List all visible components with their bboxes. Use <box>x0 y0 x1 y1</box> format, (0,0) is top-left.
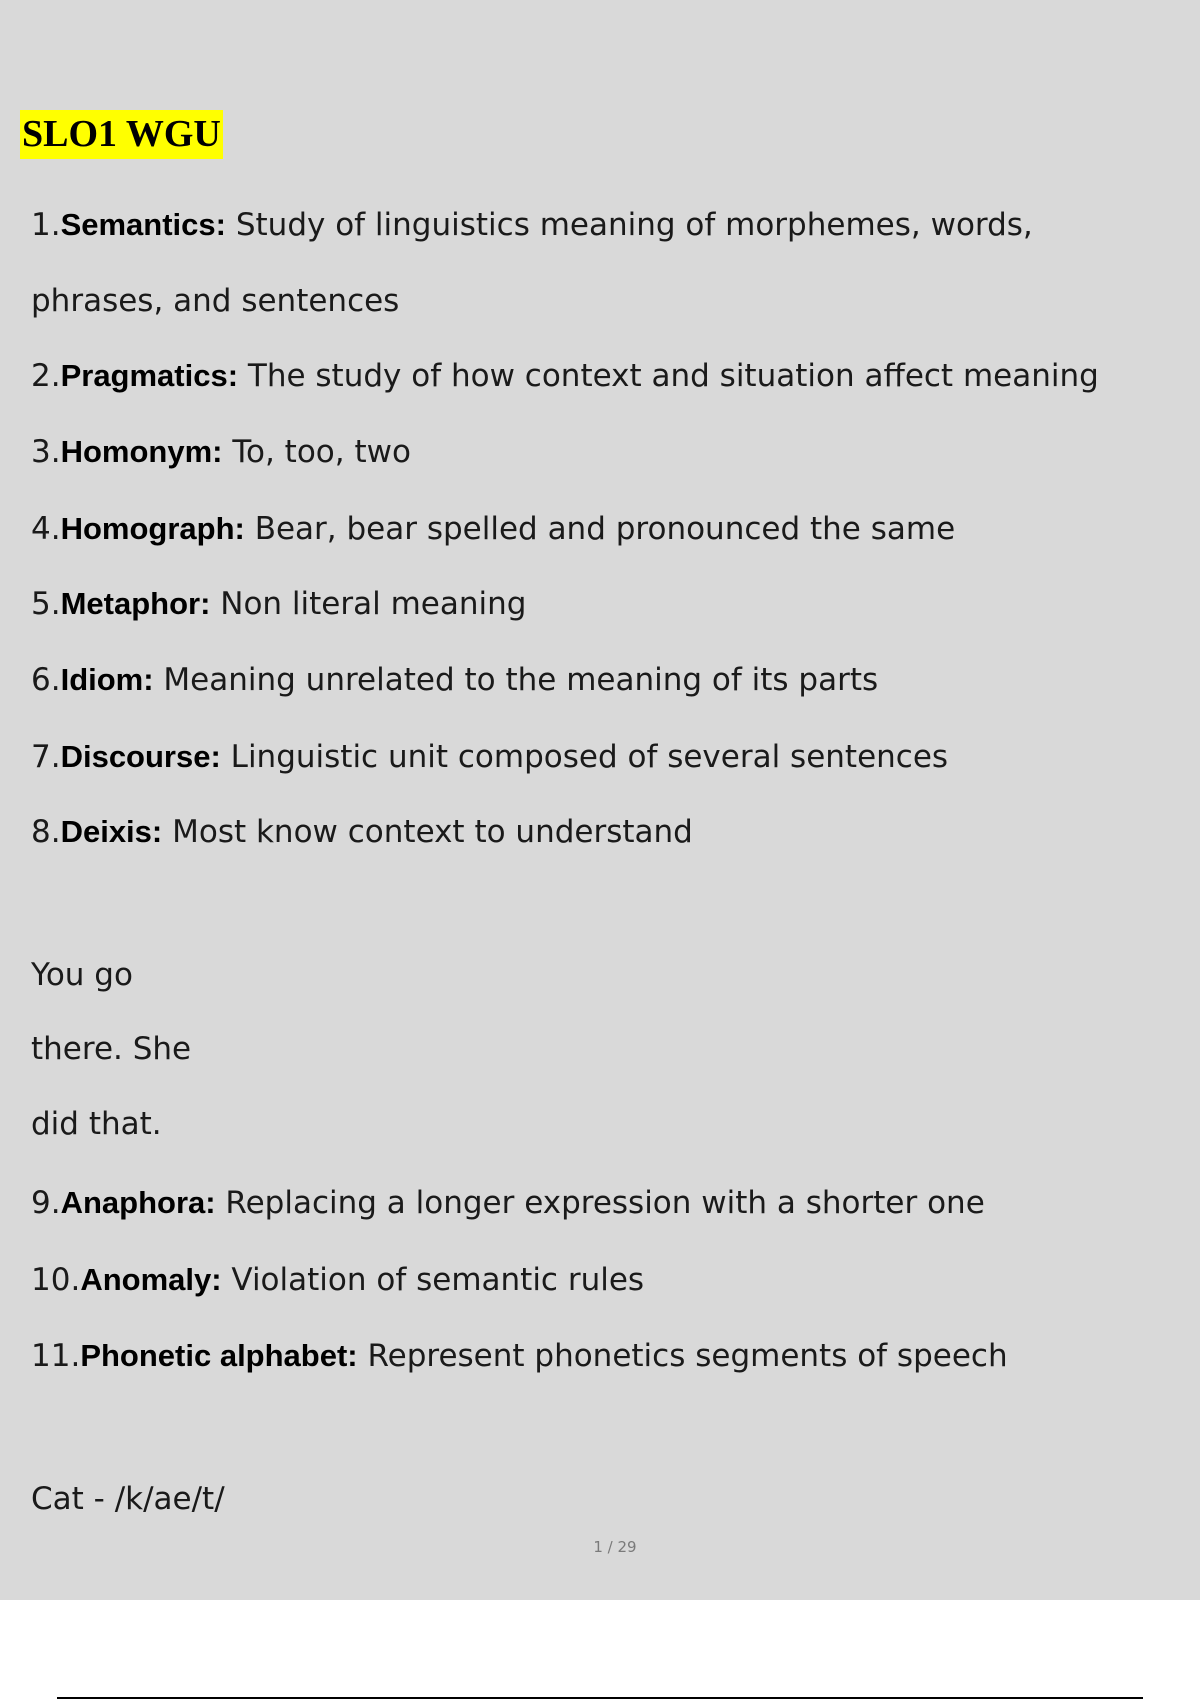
item-definition: Violation of semantic rules <box>221 1262 645 1298</box>
item-term: Phonetic alphabet: <box>80 1338 358 1373</box>
list-item-11 <box>31 1338 1008 1374</box>
page-divider <box>57 1697 1143 1699</box>
item-term: Homonym: <box>60 434 223 469</box>
item-term: Pragmatics: <box>60 358 239 393</box>
list-item-9 <box>31 1185 985 1221</box>
item-definition: Study of linguistics meaning of morphemes, words, <box>225 207 1033 243</box>
item-number: 3. <box>31 434 61 470</box>
item-number: 2. <box>31 358 61 394</box>
item-definition: Meaning unrelated to the meaning of its parts <box>153 662 879 698</box>
item-term: Deixis: <box>60 814 163 849</box>
list-item-1 <box>31 207 1033 243</box>
list-item-10 <box>31 1262 644 1298</box>
item-definition: Non literal meaning <box>210 586 527 622</box>
item-definition: Linguistic unit composed of several sentences <box>220 739 949 775</box>
item-number: 10. <box>31 1262 81 1298</box>
item-number: 11. <box>31 1338 81 1374</box>
item-number: 5. <box>31 586 61 622</box>
item-number: 9. <box>31 1185 61 1221</box>
item-term: Anomaly: <box>80 1262 222 1297</box>
list-item-8 <box>31 814 693 850</box>
item-number: 8. <box>31 814 61 850</box>
item-term: Anaphora: <box>60 1185 216 1220</box>
list-item-3 <box>31 434 411 470</box>
list-item-7 <box>31 739 948 775</box>
item-definition: To, too, two <box>222 434 411 470</box>
example-line: did that. <box>31 1106 162 1142</box>
item-definition: Replacing a longer expression with a shorter one <box>215 1185 985 1221</box>
list-item-1-continuation: phrases, and sentences <box>31 283 400 319</box>
example-line: You go <box>31 957 133 993</box>
item-term: Discourse: <box>60 739 221 774</box>
example-line: there. She <box>31 1031 192 1067</box>
item-definition: The study of how context and situation affect meaning <box>238 358 1099 394</box>
list-item-4 <box>31 511 955 547</box>
item-term: Semantics: <box>60 207 226 242</box>
item-term: Metaphor: <box>60 586 211 621</box>
list-item-6 <box>31 662 878 698</box>
item-number: 7. <box>31 739 61 775</box>
item-definition: Bear, bear spelled and pronounced the same <box>244 511 956 547</box>
item-number: 6. <box>31 662 61 698</box>
item-term: Idiom: <box>60 662 154 697</box>
page-indicator: 1 / 29 <box>593 1538 637 1556</box>
item-number: 1. <box>31 207 61 243</box>
item-number: 4. <box>31 511 61 547</box>
item-definition: Most know context to understand <box>162 814 693 850</box>
document-title: SLO1 WGU <box>20 110 223 159</box>
phonetic-example: Cat - /k/ae/t/ <box>31 1481 225 1517</box>
list-item-5 <box>31 586 526 622</box>
item-definition: Represent phonetics segments of speech <box>357 1338 1008 1374</box>
list-item-2 <box>31 358 1099 394</box>
item-term: Homograph: <box>60 511 245 546</box>
